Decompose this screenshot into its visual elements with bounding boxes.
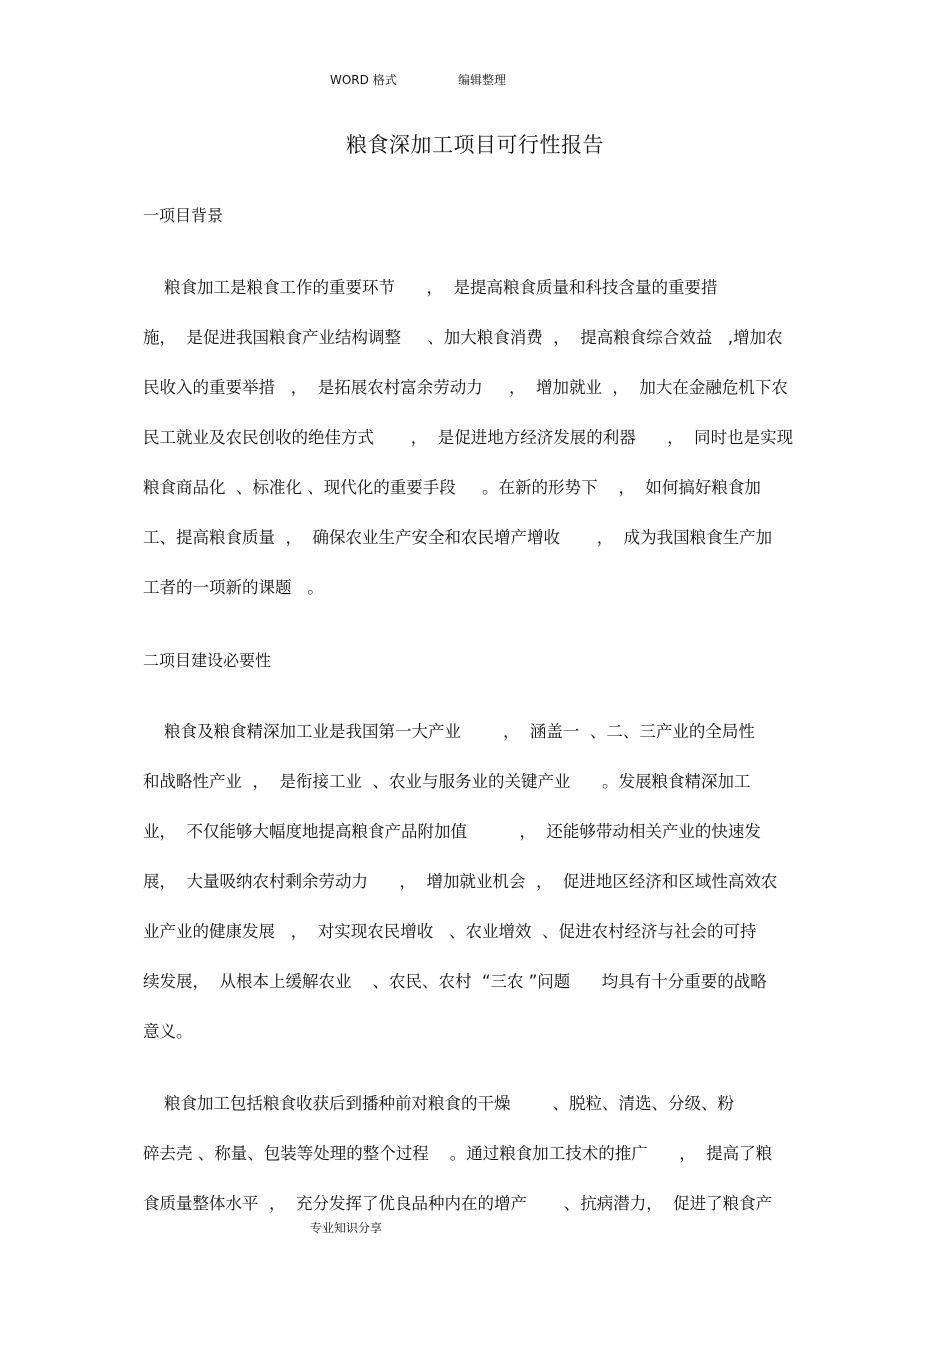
text-line: 工者的一项新的课题 。 xyxy=(143,578,324,597)
text-line: 工、提高粮食质量 ， 确保农业生产安全和农民增产增收 ， 成为我国粮食生产加 xyxy=(143,528,773,547)
header-format-label: WORD 格式 xyxy=(330,73,397,87)
text-line: 碎去壳 、称量、包装等处理的整个过程 。通过粮食加工技术的推广 ， 提高了粮 xyxy=(143,1144,773,1163)
text-line: 粮食及粮食精深加工业是我国第一大产业 ， 涵盖一 、二、三产业的全局性 xyxy=(143,722,755,741)
text-line: 施， 是促进我国粮食产业结构调整 、加大粮食消费 ， 提高粮食综合效益 ,增加农 xyxy=(143,328,783,347)
text-line: 民收入的重要举措 ， 是拓展农村富余劳动力 ， 增加就业 ， 加大在金融危机下农 xyxy=(143,378,788,397)
paragraph-necessity xyxy=(143,721,813,1071)
footer-text: 专业知识分享 xyxy=(310,1221,383,1235)
text-line: 业， 不仅能够大幅度地提高粮食产品附加值 ， 还能够带动相关产业的快速发 xyxy=(143,822,761,841)
text-line: 业产业的健康发展 ， 对实现农民增收 、农业增效 、促进农村经济与社会的可持 xyxy=(143,922,757,941)
text-line: 展， 大量吸纳农村剩余劳动力 ， 增加就业机会 ， 促进地区经济和区域性高效农 xyxy=(143,872,778,891)
document-title: 粮食深加工项目可行性报告 xyxy=(346,133,604,157)
text-line: 民工就业及农民创收的绝佳方式 ， 是促进地方经济发展的利器 ， 同时也是实现 xyxy=(143,428,794,447)
section-heading-background: 一项目背景 xyxy=(143,206,224,225)
header-edit-label: 编辑整理 xyxy=(458,73,507,87)
paragraph-processing xyxy=(143,1093,813,1243)
text-line: 和战略性产业 ， 是衔接工业 、农业与服务业的关键产业 。发展粮食精深加工 xyxy=(143,772,751,791)
paragraph-background xyxy=(143,277,813,627)
section-heading-necessity: 二项目建设必要性 xyxy=(143,651,272,670)
text-line: 粮食商品化 、标准化 、现代化的重要手段 。在新的形势下 ， 如何搞好粮食加 xyxy=(143,478,761,497)
text-line: 粮食加工是粮食工作的重要环节 ， 是提高粮食质量和科技含量的重要措 xyxy=(143,278,718,297)
text-line: 续发展， 从根本上缓解农业 、农民、农村 “三农 ”问题 均具有十分重要的战略 xyxy=(143,972,767,991)
text-line: 食质量整体水平 ， 充分发挥了优良品种内在的增产 、抗病潜力， 促进了粮食产 xyxy=(143,1194,773,1213)
text-line: 意义。 xyxy=(143,1022,193,1041)
text-line: 粮食加工包括粮食收获后到播种前对粮食的干燥 、脱粒、清选、分级、粉 xyxy=(143,1094,734,1113)
